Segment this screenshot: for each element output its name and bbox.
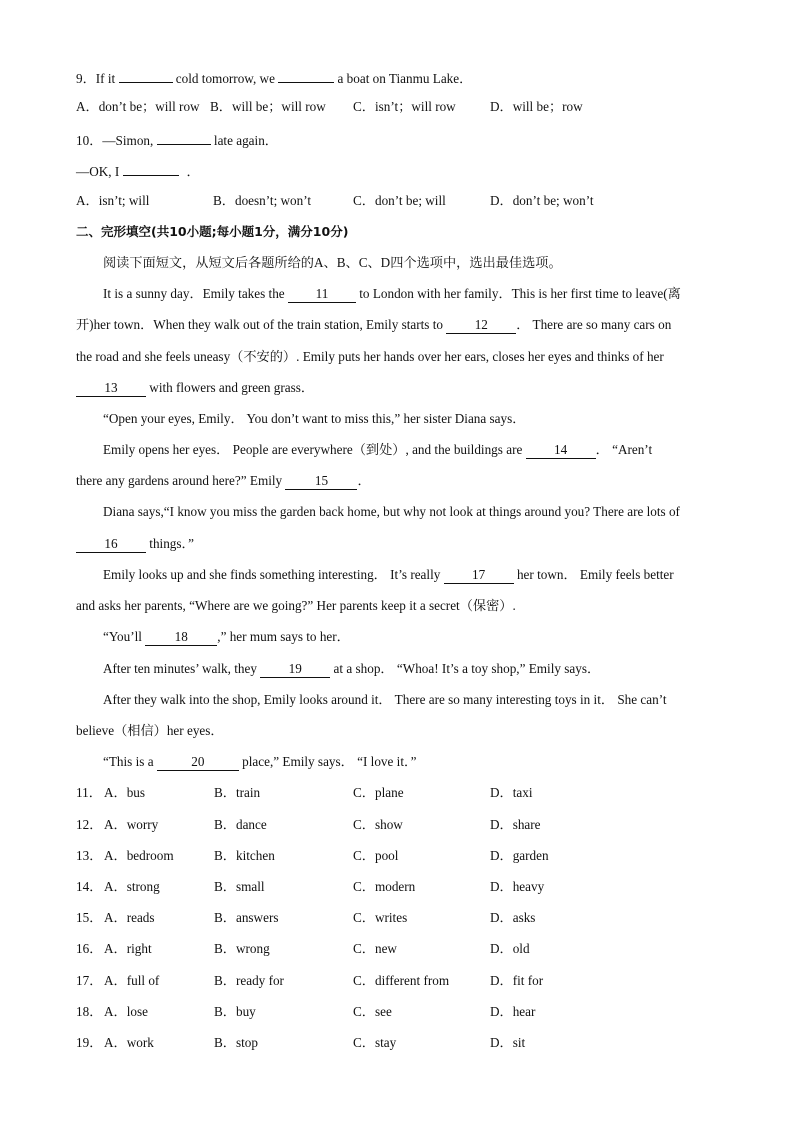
option-a[interactable]: A．reads [104,910,155,925]
blank-17[interactable]: 17 [444,567,514,584]
option-c[interactable]: C．pool [353,848,399,863]
question-number: 12． [76,817,103,832]
section-heading: 二、完形填空(共10小题;每小题1分，满分10分) [76,224,349,239]
question-number: 11． [76,785,102,800]
passage-line: “This is a 20 place,” Emily says． “I love it．” [103,754,417,769]
option-b[interactable]: B．will be；will row [210,99,326,114]
option-d[interactable]: D．will be；row [490,99,583,114]
option-a[interactable]: A．bedroom [104,848,174,863]
option-a[interactable]: A．full of [104,973,160,988]
blank-11[interactable]: 11 [288,286,356,303]
passage-line: “Open your eyes, Emily． You don’t want to miss this,” her sister Diana says． [103,411,526,426]
option-a[interactable]: A．worry [104,817,159,832]
question-9-stem: 9．If it cold tomorrow, we a boat on Tianmu Lake． [76,66,472,86]
option-b[interactable]: B．train [214,785,261,800]
blank-13[interactable]: 13 [76,380,146,397]
blank-12[interactable]: 12 [446,317,516,334]
option-a[interactable]: A．work [104,1035,154,1050]
blank-20[interactable]: 20 [157,754,239,771]
option-c[interactable]: C．show [353,817,403,832]
option-d[interactable]: D．taxi [490,785,533,800]
option-a[interactable]: A．strong [104,879,160,894]
option-d[interactable]: D．fit for [490,973,544,988]
option-d[interactable]: D．heavy [490,879,545,894]
option-a[interactable]: A．don’t be；will row [76,99,200,114]
option-c[interactable]: C．see [353,1004,392,1019]
option-d[interactable]: D．asks [490,910,536,925]
passage-line: It is a sunny day．Emily takes the 11 to London with her family．This is her first time to leave(离 [103,286,681,301]
passage-line: Diana says,“I know you miss the garden back home, but why not look at things around you? There are lots of [103,504,680,519]
question-10-reply: —OK, I ． [76,159,200,179]
option-c[interactable]: C．don’t be; will [353,193,446,208]
passage-line: the road and she feels uneasy（不安的）. Emily puts her hands over her ears, closes her eyes and thinks of her [76,349,664,364]
option-c[interactable]: C．different from [353,973,450,988]
option-d[interactable]: D．sit [490,1035,526,1050]
option-c[interactable]: C．plane [353,785,404,800]
question-number: 16． [76,941,103,956]
option-b[interactable]: B．doesn’t; won’t [213,193,312,208]
option-b[interactable]: B．wrong [214,941,270,956]
passage-line: 13 with flowers and green grass． [76,378,314,398]
option-d[interactable]: D．don’t be; won’t [490,193,594,208]
option-a[interactable]: A．right [104,941,152,956]
answer-blank[interactable] [123,159,179,176]
option-b[interactable]: B．ready for [214,973,284,988]
option-b[interactable]: B．small [214,879,265,894]
passage-line: Emily opens her eyes． People are everywhere（到处）, and the buildings are 14 ． “Aren’t [103,442,653,457]
option-c[interactable]: C．writes [353,910,408,925]
passage-line: believe（相信）her eyes． [76,723,224,738]
passage-line: After ten minutes’ walk, they 19 at a shop． “Whoa! It’s a toy shop,” Emily says． [103,661,601,676]
option-b[interactable]: B．answers [214,910,279,925]
blank-18[interactable]: 18 [145,629,217,646]
passage-line: “You’ll 18 ,” her mum says to her． [103,629,350,644]
option-d[interactable]: D．garden [490,848,549,863]
option-b[interactable]: B．dance [214,817,267,832]
blank-19[interactable]: 19 [260,661,330,678]
option-b[interactable]: B．stop [214,1035,258,1050]
passage-line: 16 things．” [76,534,194,554]
question-number: 18． [76,1004,103,1019]
option-a[interactable]: A．lose [104,1004,148,1019]
blank-14[interactable]: 14 [526,442,596,459]
question-10-stem: 10．—Simon, late again． [76,128,278,148]
question-number: 13． [76,848,103,863]
option-d[interactable]: D．hear [490,1004,536,1019]
option-b[interactable]: B．buy [214,1004,256,1019]
option-d[interactable]: D．old [490,941,530,956]
option-c[interactable]: C．stay [353,1035,397,1050]
blank-15[interactable]: 15 [285,473,357,490]
option-a[interactable]: A．bus [104,785,146,800]
option-c[interactable]: C．new [353,941,397,956]
question-number: 17． [76,973,103,988]
answer-blank[interactable] [157,128,211,145]
option-d[interactable]: D．share [490,817,541,832]
answer-blank[interactable] [278,66,334,83]
section-instruction: 阅读下面短文，从短文后各题所给的A、B、C、D四个选项中，选出最佳选项。 [103,255,562,270]
passage-line: 开)her town．When they walk out of the train station, Emily starts to 12 ． There are so many cars on [76,317,672,332]
passage-line: Emily looks up and she finds something interesting． It’s really 17 her town． Emily feels better [103,567,674,582]
blank-16[interactable]: 16 [76,536,146,553]
option-a[interactable]: A．isn’t; will [76,193,150,208]
option-b[interactable]: B．kitchen [214,848,275,863]
passage-line: there any gardens around here?” Emily 15 ． [76,473,371,488]
option-c[interactable]: C．isn’t；will row [353,99,456,114]
question-number: 19． [76,1035,103,1050]
question-number: 14． [76,879,103,894]
answer-blank[interactable] [119,66,173,83]
option-c[interactable]: C．modern [353,879,416,894]
question-number: 15． [76,910,103,925]
passage-line: After they walk into the shop, Emily looks around it． There are so many interesting toys in it． She can’t [103,692,667,707]
passage-line: and asks her parents, “Where are we going?” Her parents keep it a secret（保密）. [76,598,516,613]
